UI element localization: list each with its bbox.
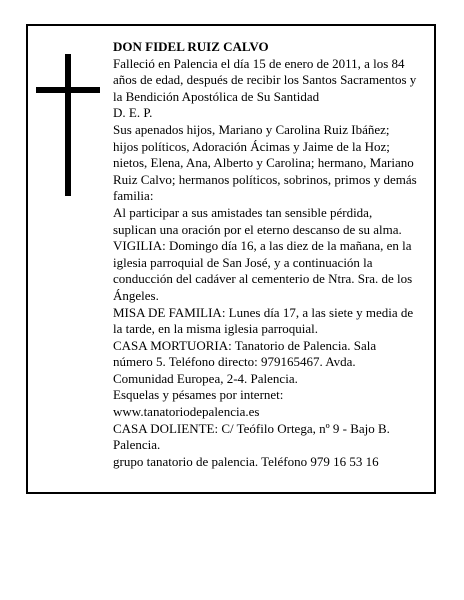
family-mass-info: MISA DE FAMILIA: Lunes día 17, a las siete y media de la tarde, en la misma iglesia parroquial. — [113, 304, 414, 337]
deceased-name: DON FIDEL RUIZ CALVO — [113, 39, 269, 54]
funeral-home-info: CASA MORTUORIA: Tanatorio de Palencia. Sala número 5. Teléfono directo: 979165467. Avda. Comunidad Europea, 2-4. Palencia. — [113, 337, 377, 386]
cross-horizontal-bar — [36, 87, 100, 93]
death-announcement: Falleció en Palencia el día 15 de enero de 2011, a los 84 años de edad, después de recibir los Santos Sacramentos y la Bendición Apostólica de Su Santidad — [113, 55, 417, 104]
vigil-info: VIGILIA: Domingo día 16, a las diez de la mañana, en la iglesia parroquial de San José, y a continuación la conducción del cadáver al cementerio de Ntra. Sra. de los Ángeles. — [113, 238, 413, 303]
cross-icon — [36, 54, 100, 196]
family-members: Sus apenados hijos, Mariano y Carolina Ruiz Ibáñez; hijos políticos, Adoración Ácimas y Jaime de la Hoz; nietos, Elena, Ana, Alberto y Carolina; hermano, Mariano Ruiz Calvo; hermanos políticos, sobrinos, primos y demás familia: — [113, 121, 417, 204]
dep-text: D. E. P. — [113, 105, 153, 121]
mourning-house-info: CASA DOLIENTE: C/ Teófilo Ortega, nº 9 - Bajo B. Palencia. — [113, 420, 390, 453]
cross-vertical-bar — [65, 54, 71, 196]
notice-body — [113, 39, 418, 470]
prayer-request: Al participar a sus amistades tan sensible pérdida, suplican una oración por el eterno descanso de su alma. — [113, 204, 402, 237]
funeral-group-footer: grupo tanatorio de palencia. Teléfono 979 16 53 16 — [113, 453, 379, 469]
online-condolences: Esquelas y pésames por internet: www.tanatoriodepalencia.es — [113, 387, 284, 420]
